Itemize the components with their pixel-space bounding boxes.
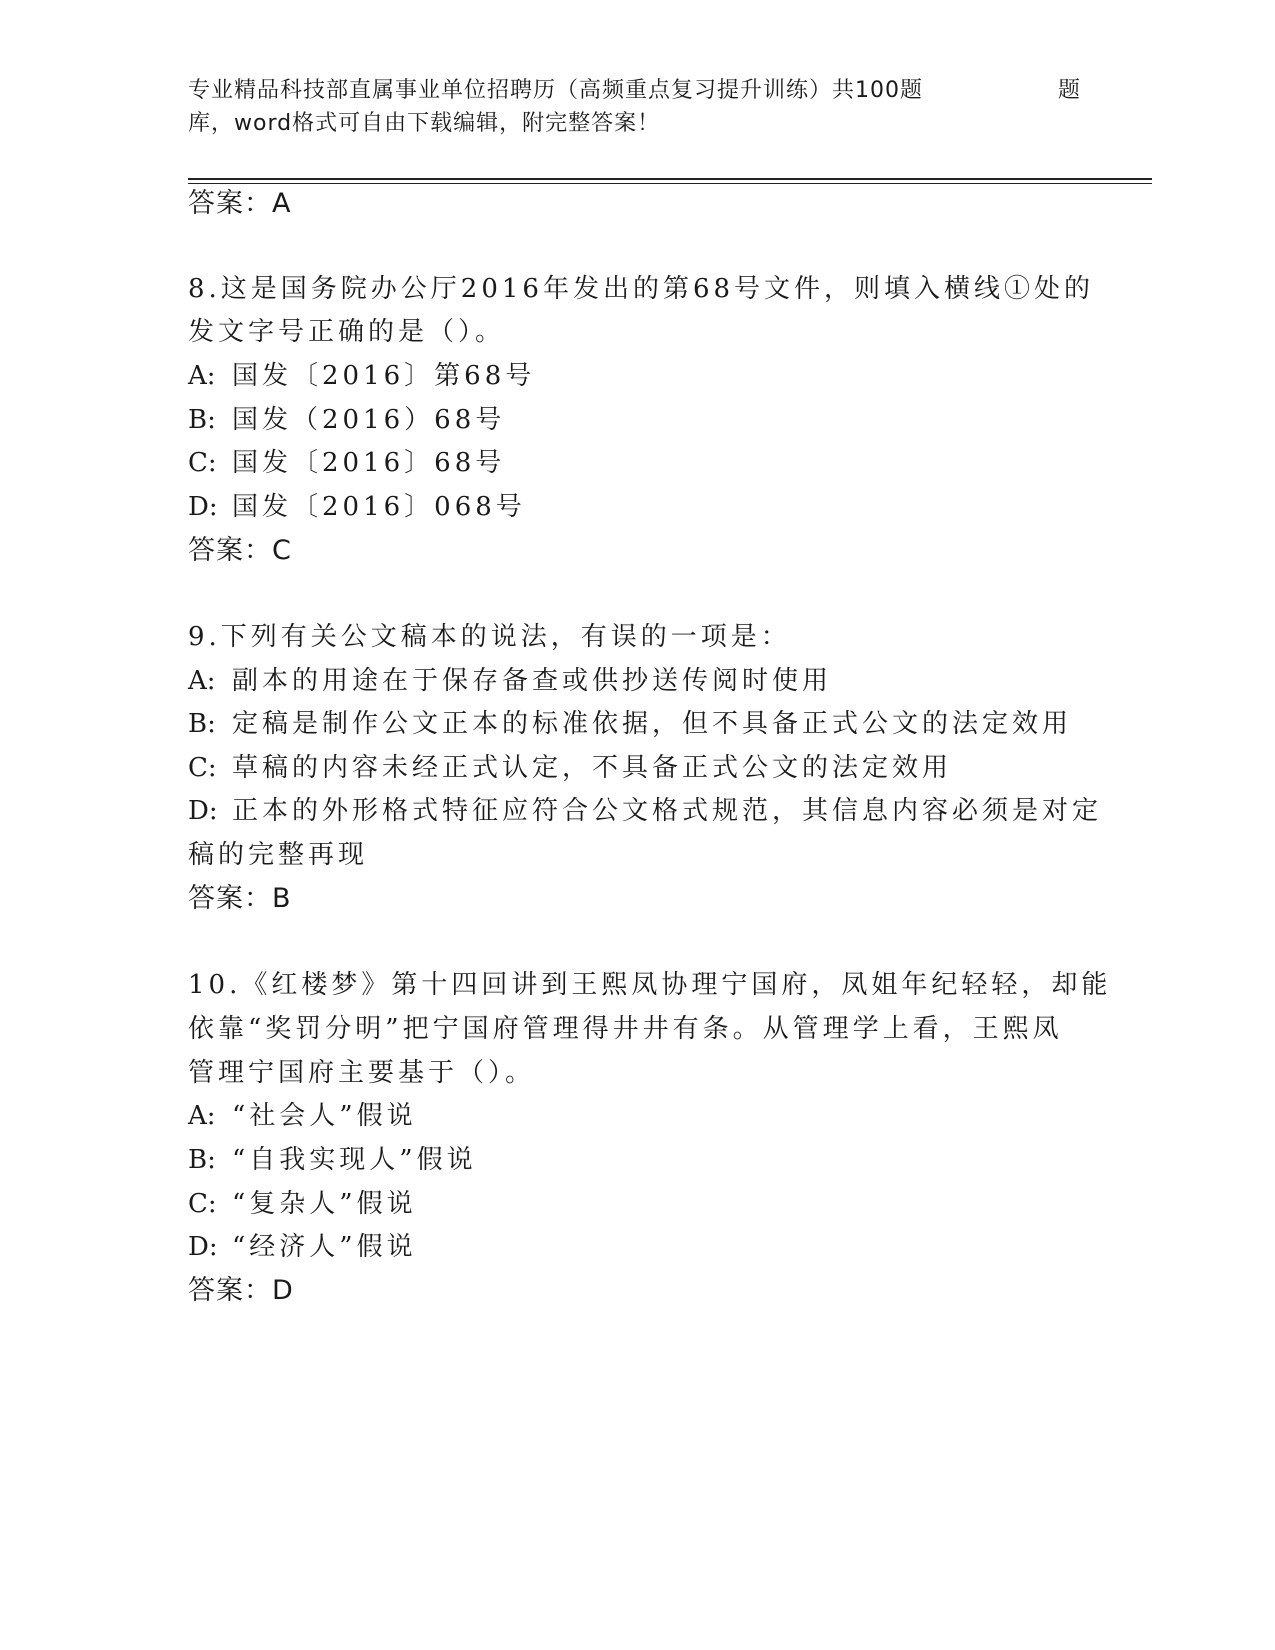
option-label: D: [188,1232,218,1262]
option-text: 定稿是制作公文正本的标准依据，但不具备正式公文的法定效用 [232,709,1073,739]
answer-previous: 答案：A [188,188,292,219]
question-10-option-d [188,1229,417,1265]
question-9-option-a [188,663,832,699]
question-9-option-d [188,793,1102,829]
question-8-line-2: 发文字号正确的是（）。 [188,317,506,347]
option-label: D: [188,492,218,522]
header-line-2: 库，word格式可自由下载编辑，附完整答案！ [188,111,661,136]
header-line-1 [188,74,1088,107]
header-rule-thick [188,178,1152,180]
option-label: C: [188,753,217,783]
header-title: 专业精品科技部直属事业单位招聘历（高频重点复习提升训练）共100题 [188,78,923,103]
header-rule-thin [188,183,1152,184]
question-10-option-b [188,1142,477,1178]
option-text: 副本的用途在于保存备查或供抄送传阅时使用 [232,666,833,696]
option-label: B: [188,1145,216,1175]
option-text: “自我实现人”假说 [232,1145,477,1175]
page-header [188,74,1088,140]
question-8-answer: 答案：C [188,535,292,566]
question-10-line-1: 10.《红楼梦》第十四回讲到王熙凤协理宁国府，凤姐年纪轻轻，却能 [188,970,1112,1000]
option-label: B: [188,405,216,435]
option-label: C: [188,1189,217,1219]
question-8-option-a [188,358,535,394]
option-text: 国发〔2016〕68号 [232,448,506,478]
option-text: 正本的外形格式特征应符合公文格式规范，其信息内容必须是对定 [232,796,1103,826]
option-text: “复杂人”假说 [232,1189,417,1219]
header-title-tail: 题 [1058,78,1082,103]
option-label: D: [188,796,218,826]
question-8-option-d [188,489,526,525]
question-10-line-3: 管理宁国府主要基于（）。 [188,1058,536,1088]
question-9-option-d-continuation: 稿的完整再现 [188,840,369,870]
option-text: 草稿的内容未经正式认定，不具备正式公文的法定效用 [232,753,953,783]
question-9-option-c [188,750,952,786]
option-text: “社会人”假说 [232,1101,417,1131]
question-10-option-a [188,1098,417,1134]
question-8-option-b [188,402,505,438]
option-text: 国发（2016）68号 [232,405,506,435]
question-10-answer: 答案：D [188,1275,294,1306]
option-label: B: [188,709,216,739]
option-label: A: [188,666,216,696]
option-text: 国发〔2016〕068号 [232,492,526,522]
option-label: A: [188,361,216,391]
option-text: 国发〔2016〕第68号 [232,361,536,391]
question-9-line-1: 9.下列有关公文稿本的说法，有误的一项是： [188,622,791,652]
question-9-option-b [188,706,1072,742]
question-8-line-1: 8.这是国务院办公厅2016年发出的第68号文件，则填入横线①处的 [188,274,1095,304]
question-10-option-c [188,1186,417,1222]
option-label: A: [188,1101,216,1131]
option-text: “经济人”假说 [232,1232,417,1262]
question-8-option-c [188,445,505,481]
option-label: C: [188,448,217,478]
question-10-line-2: 依靠“奖罚分明”把宁国府管理得井井有条。从管理学上看，王熙凤 [188,1014,1063,1044]
question-9-answer: 答案：B [188,883,292,914]
